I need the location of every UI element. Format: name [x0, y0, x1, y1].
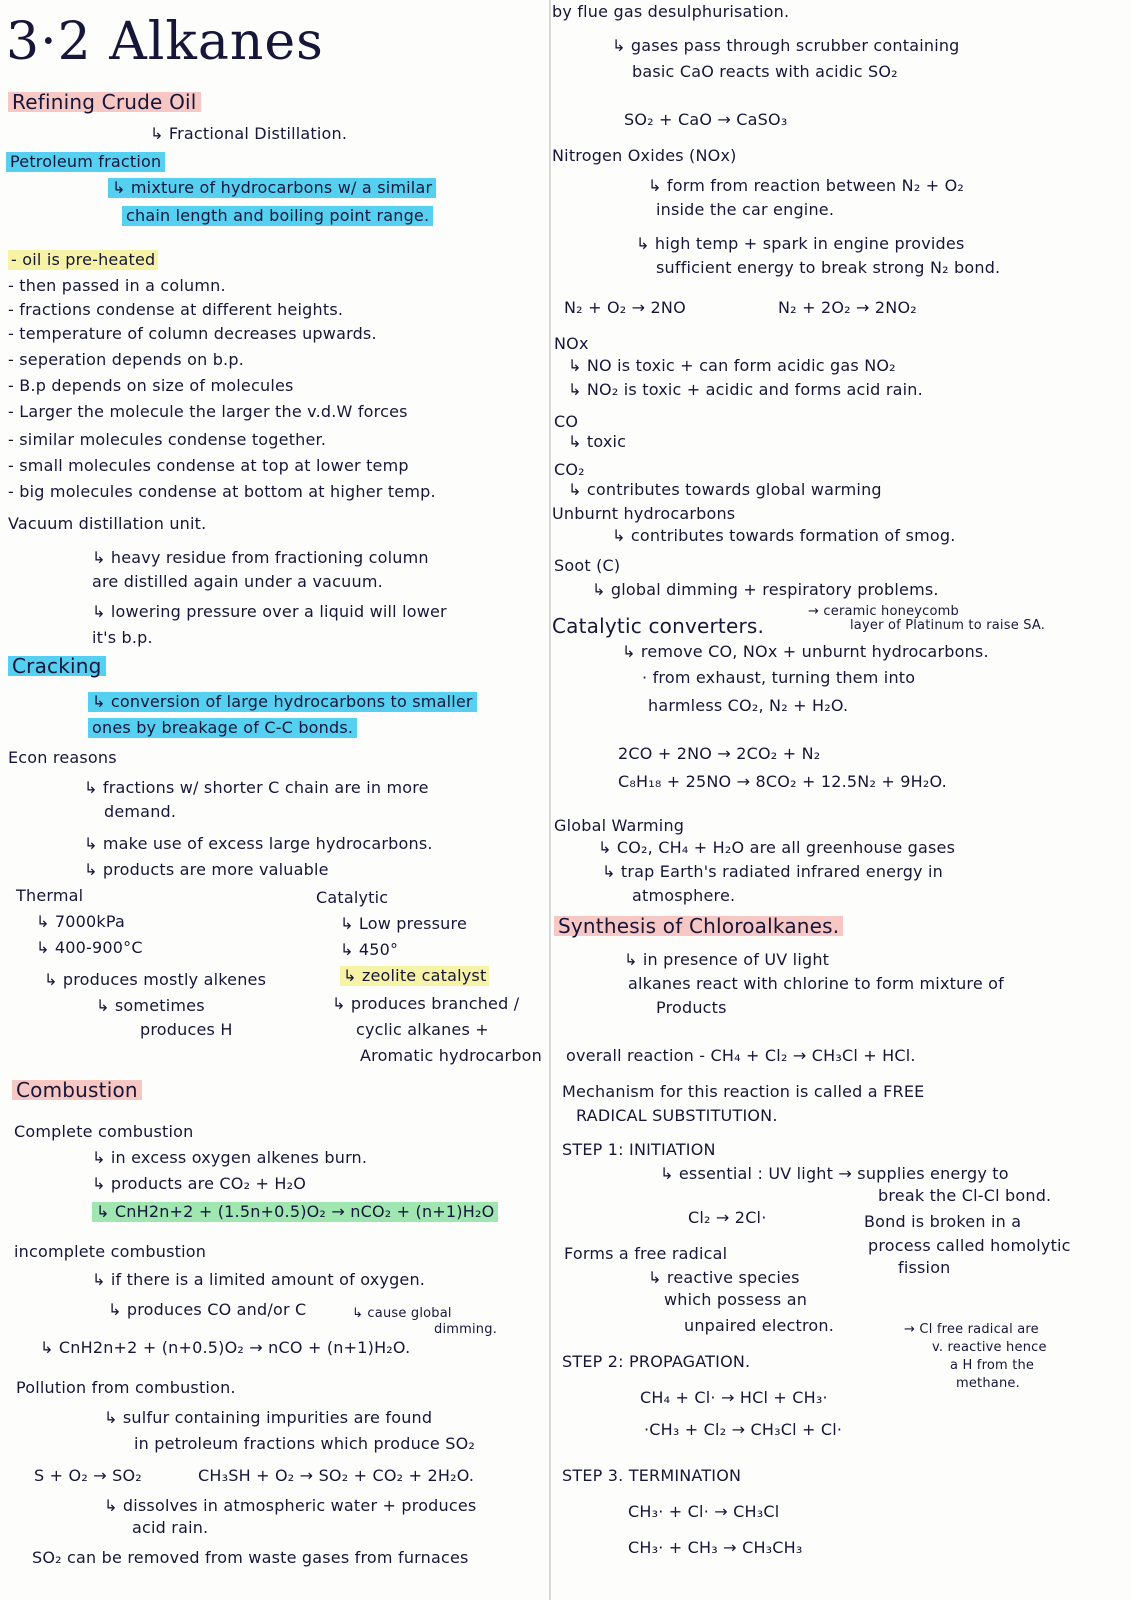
right-note-line: by flue gas desulphurisation.: [552, 2, 790, 21]
left-note-line: ↳ CnH2n+2 + (1.5n+0.5)O₂ → nCO₂ + (n+1)H₂O: [92, 1202, 498, 1222]
left-note-line: in petroleum fractions which produce SO₂: [134, 1434, 475, 1453]
left-note-line: - seperation depends on b.p.: [8, 350, 244, 369]
right-note-line: Bond is broken in a: [864, 1212, 1022, 1231]
right-note-line: CH₃· + CH₃ → CH₃CH₃: [628, 1538, 803, 1557]
left-note-line: ↳ produces branched /: [332, 994, 520, 1013]
left-note-line: - temperature of column decreases upwards.: [8, 324, 377, 343]
column-divider: [549, 0, 551, 1600]
left-note-line: ↳ products are more valuable: [84, 860, 329, 879]
right-note-line: → ceramic honeycomb: [808, 604, 959, 619]
right-note-line: layer of Platinum to raise SA.: [850, 618, 1046, 633]
left-note-line: - then passed in a column.: [8, 276, 226, 295]
right-note-line: NOx: [554, 334, 589, 353]
left-note-line: Complete combustion: [14, 1122, 194, 1141]
right-note-line: ·CH₃ + Cl₂ → CH₃Cl + Cl·: [644, 1420, 843, 1439]
left-note-line: ↳ 7000kPa: [36, 912, 126, 931]
right-note-line: ↳ reactive species: [648, 1268, 800, 1287]
right-note-line: CH₄ + Cl· → HCl + CH₃·: [640, 1388, 828, 1407]
right-note-line: Products: [656, 998, 727, 1017]
right-note-line: unpaired electron.: [684, 1316, 835, 1335]
left-note-line: ↳ heavy residue from fractioning column: [92, 548, 429, 567]
left-note-line: - fractions condense at different heights.: [8, 300, 344, 319]
right-note-line: ↳ contributes towards global warming: [568, 480, 882, 499]
right-note-line: which possess an: [664, 1290, 808, 1309]
left-note-line: Cracking: [8, 656, 106, 676]
right-note-line: Synthesis of Chloroalkanes.: [554, 916, 843, 936]
right-note-line: overall reaction - CH₄ + Cl₂ → CH₃Cl + HCl.: [566, 1046, 916, 1065]
left-note-line: demand.: [104, 802, 177, 821]
right-note-line: sufficient energy to break strong N₂ bond.: [656, 258, 1001, 277]
left-note-line: acid rain.: [132, 1518, 209, 1537]
right-note-line: ↳ contributes towards formation of smog.: [612, 526, 956, 545]
right-note-line: ↳ NO is toxic + can form acidic gas NO₂: [568, 356, 896, 375]
left-note-line: ↳ Low pressure: [340, 914, 467, 933]
left-note-line: ↳ cause global: [352, 1306, 452, 1321]
page-title: 3·2 Alkanes: [6, 12, 324, 72]
right-note-line: atmosphere.: [632, 886, 736, 905]
right-note-line: Mechanism for this reaction is called a FREE: [562, 1082, 925, 1101]
right-note-line: Soot (C): [554, 556, 621, 575]
left-note-line: Pollution from combustion.: [16, 1378, 236, 1397]
left-note-line: ↳ lowering pressure over a liquid will lower: [92, 602, 447, 621]
left-note-line: Catalytic: [316, 888, 389, 907]
right-note-line: C₈H₁₈ + 25NO → 8CO₂ + 12.5N₂ + 9H₂O.: [618, 772, 947, 791]
left-note-line: incomplete combustion: [14, 1242, 207, 1261]
right-note-line: CH₃· + Cl· → CH₃Cl: [628, 1502, 780, 1521]
right-note-line: · from exhaust, turning them into: [642, 668, 916, 687]
left-note-line: ↳ zeolite catalyst: [340, 966, 489, 986]
left-note-line: ↳ fractions w/ shorter C chain are in more: [84, 778, 429, 797]
right-note-line: Global Warming: [554, 816, 685, 835]
right-note-line: ↳ global dimming + respiratory problems.: [592, 580, 939, 599]
left-note-line: it's b.p.: [92, 628, 153, 647]
right-note-line: CO₂: [554, 460, 585, 479]
left-note-line: chain length and boiling point range.: [122, 206, 433, 226]
left-note-line: - small molecules condense at top at lower temp: [8, 456, 409, 475]
left-note-line: dimming.: [434, 1322, 498, 1337]
right-note-line: v. reactive hence: [932, 1340, 1047, 1355]
right-note-line: Nitrogen Oxides (NOx): [552, 146, 737, 165]
right-note-line: fission: [898, 1258, 951, 1277]
right-note-line: STEP 3. TERMINATION: [562, 1466, 742, 1485]
left-note-line: ↳ if there is a limited amount of oxygen.: [92, 1270, 426, 1289]
right-note-line: methane.: [956, 1376, 1020, 1391]
right-note-line: Forms a free radical: [564, 1244, 728, 1263]
left-note-line: produces H: [140, 1020, 233, 1039]
right-note-line: basic CaO reacts with acidic SO₂: [632, 62, 898, 81]
left-note-line: - B.p depends on size of molecules: [8, 376, 294, 395]
right-note-line: Unburnt hydrocarbons: [552, 504, 736, 523]
left-note-line: ↳ 450°: [340, 940, 399, 959]
right-note-line: N₂ + 2O₂ → 2NO₂: [778, 298, 917, 317]
right-note-line: process called homolytic: [868, 1236, 1071, 1255]
left-note-line: Petroleum fraction: [6, 152, 165, 172]
left-note-line: - big molecules condense at bottom at higher temp.: [8, 482, 436, 501]
right-note-line: 2CO + 2NO → 2CO₂ + N₂: [618, 744, 821, 763]
left-note-line: cyclic alkanes +: [356, 1020, 489, 1039]
left-note-line: ↳ produces mostly alkenes: [44, 970, 267, 989]
left-note-line: SO₂ can be removed from waste gases from furnaces: [32, 1548, 469, 1567]
right-note-line: ↳ remove CO, NOx + unburnt hydrocarbons.: [622, 642, 989, 661]
left-note-line: Thermal: [16, 886, 84, 905]
left-note-line: - oil is pre-heated: [8, 250, 158, 270]
left-note-line: - similar molecules condense together.: [8, 430, 327, 449]
right-note-line: STEP 1: INITIATION: [562, 1140, 716, 1159]
left-note-line: Vacuum distillation unit.: [8, 514, 207, 533]
left-note-line: ↳ sulfur containing impurities are found: [104, 1408, 433, 1427]
left-note-line: - Larger the molecule the larger the v.d.W forces: [8, 402, 408, 421]
right-note-line: RADICAL SUBSTITUTION.: [576, 1106, 778, 1125]
right-note-line: alkanes react with chlorine to form mixture of: [628, 974, 1005, 993]
left-note-line: ↳ products are CO₂ + H₂O: [92, 1174, 307, 1193]
left-note-line: ↳ dissolves in atmospheric water + produces: [104, 1496, 477, 1515]
right-note-line: break the Cl-Cl bond.: [878, 1186, 1052, 1205]
left-note-line: Combustion: [12, 1080, 142, 1100]
left-note-line: CH₃SH + O₂ → SO₂ + CO₂ + 2H₂O.: [198, 1466, 475, 1485]
left-note-line: ones by breakage of C-C bonds.: [88, 718, 357, 738]
right-note-line: STEP 2: PROPAGATION.: [562, 1352, 751, 1371]
right-note-line: → Cl free radical are: [904, 1322, 1039, 1337]
right-note-line: ↳ gases pass through scrubber containing: [612, 36, 960, 55]
right-note-line: a H from the: [950, 1358, 1035, 1373]
right-note-line: ↳ trap Earth's radiated infrared energy in: [602, 862, 944, 881]
left-note-line: ↳ in excess oxygen alkenes burn.: [92, 1148, 368, 1167]
right-note-line: harmless CO₂, N₂ + H₂O.: [648, 696, 849, 715]
right-note-line: ↳ high temp + spark in engine provides: [636, 234, 965, 253]
right-note-line: ↳ essential : UV light → supplies energy to: [660, 1164, 1009, 1183]
right-note-line: CO: [554, 412, 579, 431]
left-note-line: ↳ CnH2n+2 + (n+0.5)O₂ → nCO + (n+1)H₂O.: [40, 1338, 411, 1357]
right-note-line: inside the car engine.: [656, 200, 835, 219]
right-note-line: N₂ + O₂ → 2NO: [564, 298, 686, 317]
left-note-line: ↳ sometimes: [96, 996, 205, 1015]
right-note-line: Cl₂ → 2Cl·: [688, 1208, 767, 1227]
left-note-line: ↳ 400-900°C: [36, 938, 143, 957]
left-note-line: ↳ Fractional Distillation.: [150, 124, 348, 143]
left-note-line: ↳ make use of excess large hydrocarbons.: [84, 834, 433, 853]
left-note-line: are distilled again under a vacuum.: [92, 572, 383, 591]
left-note-line: ↳ produces CO and/or C: [108, 1300, 307, 1319]
left-note-line: ↳ conversion of large hydrocarbons to smaller: [88, 692, 477, 712]
right-note-line: Catalytic converters.: [552, 614, 765, 638]
left-note-line: ↳ mixture of hydrocarbons w/ a similar: [108, 178, 436, 198]
right-note-line: ↳ in presence of UV light: [624, 950, 830, 969]
right-note-line: ↳ NO₂ is toxic + acidic and forms acid rain.: [568, 380, 923, 399]
left-note-line: Refining Crude Oil: [8, 92, 201, 112]
left-note-line: Aromatic hydrocarbon: [360, 1046, 542, 1065]
right-note-line: SO₂ + CaO → CaSO₃: [624, 110, 788, 129]
right-note-line: ↳ CO₂, CH₄ + H₂O are all greenhouse gases: [598, 838, 956, 857]
right-note-line: ↳ form from reaction between N₂ + O₂: [648, 176, 965, 195]
right-note-line: ↳ toxic: [568, 432, 627, 451]
left-note-line: Econ reasons: [8, 748, 117, 767]
left-note-line: S + O₂ → SO₂: [34, 1466, 142, 1485]
